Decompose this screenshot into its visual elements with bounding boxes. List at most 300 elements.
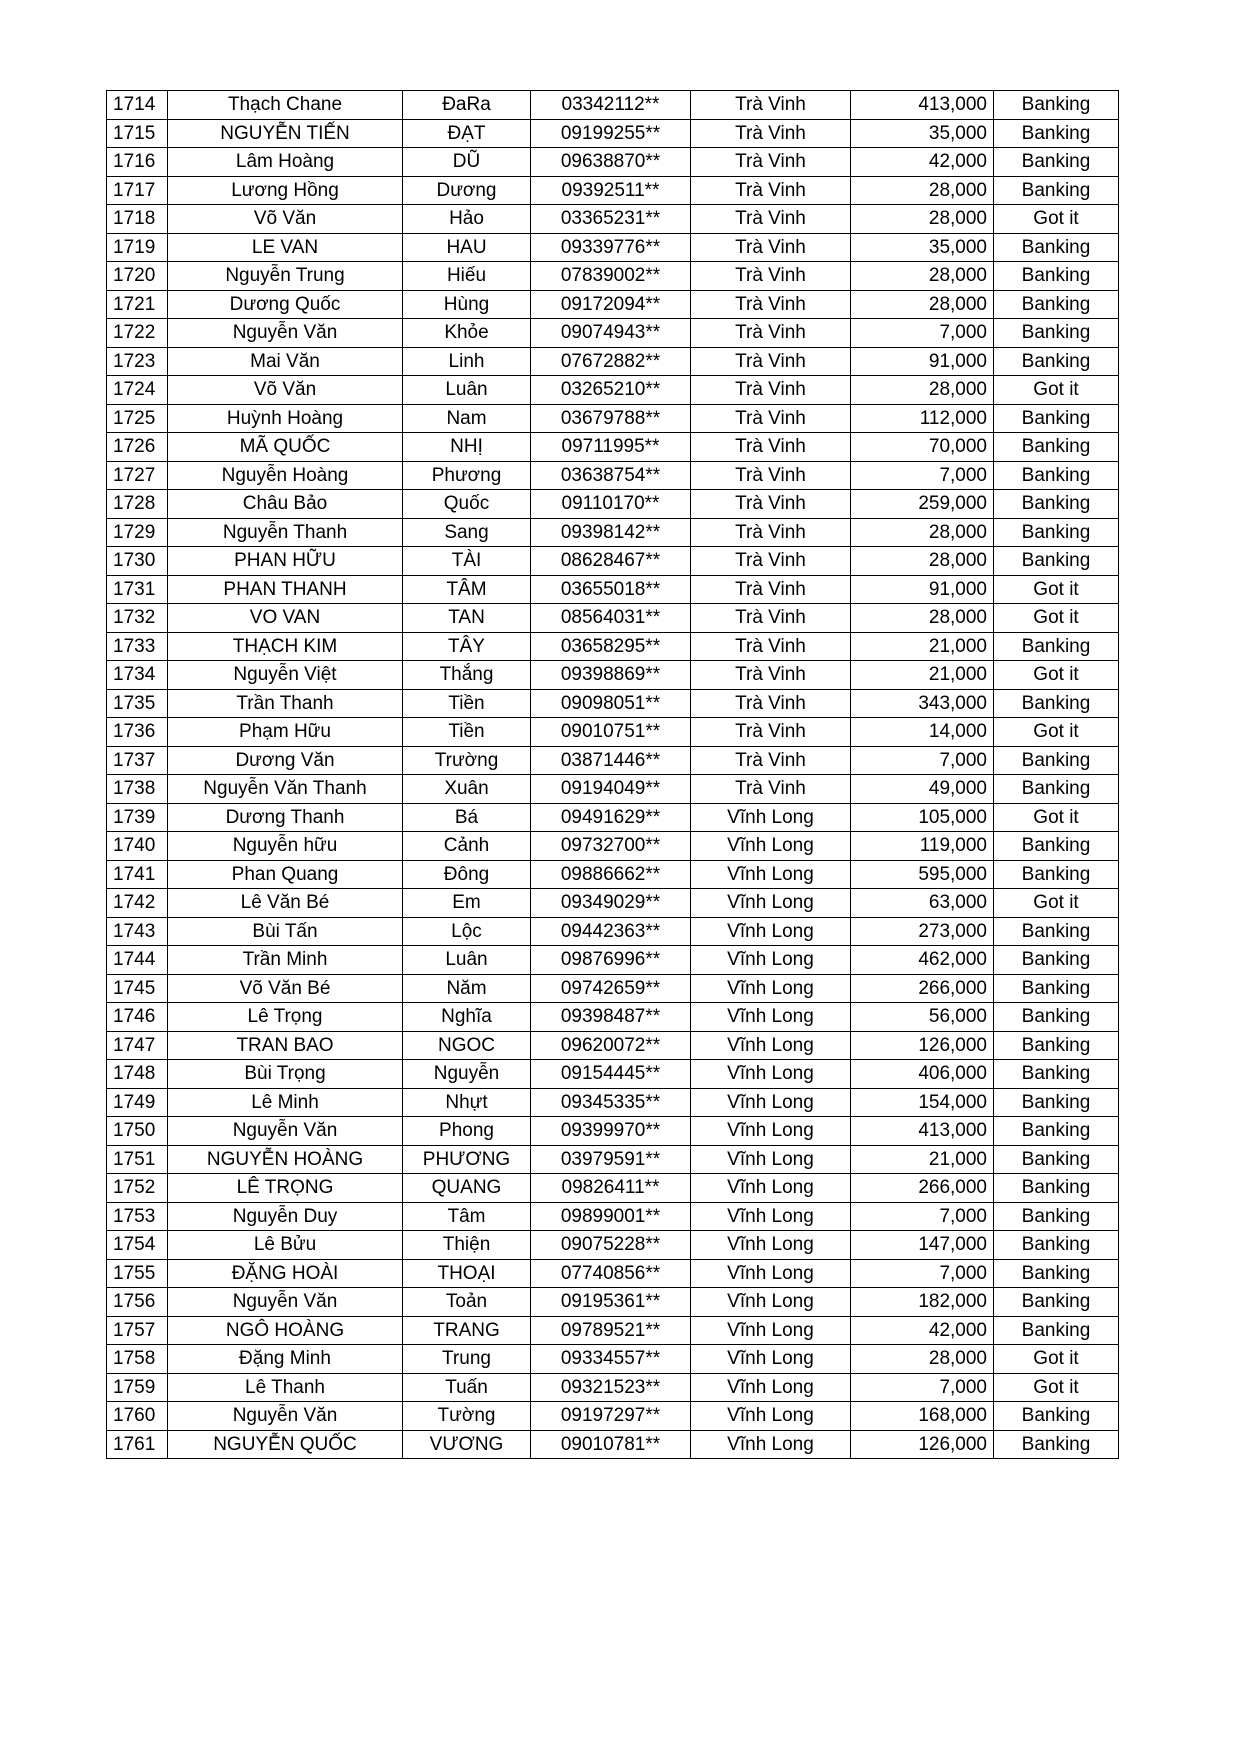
- table-row: [107, 1316, 1119, 1345]
- row-number-cell: 1732: [107, 604, 168, 633]
- first-name-cell: TRANG: [403, 1316, 531, 1345]
- first-name-cell: DŨ: [403, 148, 531, 177]
- first-name-cell: Sang: [403, 518, 531, 547]
- table-row: [107, 1231, 1119, 1260]
- payment-method-cell: Banking: [994, 1088, 1119, 1117]
- table-row: [107, 1288, 1119, 1317]
- last-name-cell: Mai Văn: [168, 347, 403, 376]
- table-row: [107, 91, 1119, 120]
- amount-cell: 28,000: [851, 518, 994, 547]
- province-cell: Trà Vinh: [691, 632, 851, 661]
- province-cell: Trà Vinh: [691, 604, 851, 633]
- table-row: [107, 290, 1119, 319]
- row-number-cell: 1755: [107, 1259, 168, 1288]
- table-row: [107, 689, 1119, 718]
- last-name-cell: Võ Văn: [168, 376, 403, 405]
- payment-method-cell: Banking: [994, 148, 1119, 177]
- row-number-cell: 1722: [107, 319, 168, 348]
- first-name-cell: Linh: [403, 347, 531, 376]
- province-cell: Vĩnh Long: [691, 803, 851, 832]
- first-name-cell: Năm: [403, 974, 531, 1003]
- first-name-cell: PHƯƠNG: [403, 1145, 531, 1174]
- amount-cell: 105,000: [851, 803, 994, 832]
- row-number-cell: 1719: [107, 233, 168, 262]
- province-cell: Vĩnh Long: [691, 917, 851, 946]
- payment-method-cell: Banking: [994, 1003, 1119, 1032]
- first-name-cell: Bá: [403, 803, 531, 832]
- row-number-cell: 1742: [107, 889, 168, 918]
- province-cell: Trà Vinh: [691, 319, 851, 348]
- amount-cell: 413,000: [851, 91, 994, 120]
- amount-cell: 21,000: [851, 661, 994, 690]
- table-row: [107, 148, 1119, 177]
- row-number-cell: 1724: [107, 376, 168, 405]
- payment-method-cell: Banking: [994, 547, 1119, 576]
- last-name-cell: NGÔ HOÀNG: [168, 1316, 403, 1345]
- last-name-cell: Lê Trọng: [168, 1003, 403, 1032]
- row-number-cell: 1744: [107, 946, 168, 975]
- last-name-cell: Lê Văn Bé: [168, 889, 403, 918]
- amount-cell: 413,000: [851, 1117, 994, 1146]
- province-cell: Trà Vinh: [691, 490, 851, 519]
- row-number-cell: 1731: [107, 575, 168, 604]
- amount-cell: 406,000: [851, 1060, 994, 1089]
- amount-cell: 168,000: [851, 1402, 994, 1431]
- table-row: [107, 1430, 1119, 1459]
- table-row: [107, 205, 1119, 234]
- payment-method-cell: Got it: [994, 803, 1119, 832]
- table-row: [107, 1402, 1119, 1431]
- phone-cell: 09398142**: [531, 518, 691, 547]
- payment-method-cell: Banking: [994, 917, 1119, 946]
- payment-method-cell: Banking: [994, 490, 1119, 519]
- province-cell: Vĩnh Long: [691, 1202, 851, 1231]
- last-name-cell: Nguyễn Duy: [168, 1202, 403, 1231]
- table-row: [107, 1373, 1119, 1402]
- row-number-cell: 1725: [107, 404, 168, 433]
- amount-cell: 259,000: [851, 490, 994, 519]
- amount-cell: 28,000: [851, 376, 994, 405]
- row-number-cell: 1751: [107, 1145, 168, 1174]
- table-row: [107, 917, 1119, 946]
- amount-cell: 126,000: [851, 1031, 994, 1060]
- table-row: [107, 974, 1119, 1003]
- province-cell: Vĩnh Long: [691, 1288, 851, 1317]
- phone-cell: 09334557**: [531, 1345, 691, 1374]
- row-number-cell: 1748: [107, 1060, 168, 1089]
- amount-cell: 126,000: [851, 1430, 994, 1459]
- amount-cell: 63,000: [851, 889, 994, 918]
- first-name-cell: ĐẠT: [403, 119, 531, 148]
- phone-cell: 09349029**: [531, 889, 691, 918]
- phone-cell: 09886662**: [531, 860, 691, 889]
- phone-cell: 09195361**: [531, 1288, 691, 1317]
- row-number-cell: 1752: [107, 1174, 168, 1203]
- payment-method-cell: Banking: [994, 1259, 1119, 1288]
- phone-cell: 09197297**: [531, 1402, 691, 1431]
- province-cell: Vĩnh Long: [691, 974, 851, 1003]
- row-number-cell: 1720: [107, 262, 168, 291]
- row-number-cell: 1757: [107, 1316, 168, 1345]
- phone-cell: 09194049**: [531, 775, 691, 804]
- phone-cell: 09339776**: [531, 233, 691, 262]
- last-name-cell: Lâm Hoàng: [168, 148, 403, 177]
- last-name-cell: Dương Văn: [168, 746, 403, 775]
- row-number-cell: 1758: [107, 1345, 168, 1374]
- payment-method-cell: Banking: [994, 1316, 1119, 1345]
- amount-cell: 7,000: [851, 1259, 994, 1288]
- province-cell: Trà Vinh: [691, 347, 851, 376]
- last-name-cell: Châu Bảo: [168, 490, 403, 519]
- table-row: [107, 946, 1119, 975]
- payment-method-cell: Banking: [994, 1145, 1119, 1174]
- phone-cell: 09321523**: [531, 1373, 691, 1402]
- last-name-cell: PHAN HỮU: [168, 547, 403, 576]
- payment-method-cell: Got it: [994, 718, 1119, 747]
- payment-method-cell: Banking: [994, 1060, 1119, 1089]
- first-name-cell: TÂY: [403, 632, 531, 661]
- payment-method-cell: Banking: [994, 290, 1119, 319]
- payment-method-cell: Banking: [994, 461, 1119, 490]
- payment-method-cell: Banking: [994, 176, 1119, 205]
- payment-method-cell: Got it: [994, 1345, 1119, 1374]
- last-name-cell: Nguyễn Văn: [168, 319, 403, 348]
- first-name-cell: Phương: [403, 461, 531, 490]
- phone-cell: 09732700**: [531, 832, 691, 861]
- first-name-cell: Hiếu: [403, 262, 531, 291]
- payment-method-cell: Banking: [994, 319, 1119, 348]
- province-cell: Trà Vinh: [691, 233, 851, 262]
- row-number-cell: 1747: [107, 1031, 168, 1060]
- first-name-cell: Xuân: [403, 775, 531, 804]
- row-number-cell: 1750: [107, 1117, 168, 1146]
- amount-cell: 28,000: [851, 604, 994, 633]
- table-row: [107, 461, 1119, 490]
- last-name-cell: LÊ TRỌNG: [168, 1174, 403, 1203]
- phone-cell: 09491629**: [531, 803, 691, 832]
- row-number-cell: 1738: [107, 775, 168, 804]
- payment-method-cell: Got it: [994, 376, 1119, 405]
- table-row: [107, 1088, 1119, 1117]
- row-number-cell: 1761: [107, 1430, 168, 1459]
- phone-cell: 03679788**: [531, 404, 691, 433]
- first-name-cell: Toản: [403, 1288, 531, 1317]
- province-cell: Vĩnh Long: [691, 1231, 851, 1260]
- table-row: [107, 119, 1119, 148]
- phone-cell: 09010751**: [531, 718, 691, 747]
- table-row: [107, 547, 1119, 576]
- table-row: [107, 632, 1119, 661]
- amount-cell: 35,000: [851, 233, 994, 262]
- phone-cell: 09075228**: [531, 1231, 691, 1260]
- phone-cell: 07740856**: [531, 1259, 691, 1288]
- first-name-cell: ĐaRa: [403, 91, 531, 120]
- row-number-cell: 1739: [107, 803, 168, 832]
- payment-method-cell: Banking: [994, 1288, 1119, 1317]
- row-number-cell: 1716: [107, 148, 168, 177]
- amount-cell: 147,000: [851, 1231, 994, 1260]
- row-number-cell: 1734: [107, 661, 168, 690]
- phone-cell: 08628467**: [531, 547, 691, 576]
- first-name-cell: Trung: [403, 1345, 531, 1374]
- first-name-cell: Tiền: [403, 689, 531, 718]
- payment-method-cell: Banking: [994, 832, 1119, 861]
- first-name-cell: Dương: [403, 176, 531, 205]
- first-name-cell: HAU: [403, 233, 531, 262]
- province-cell: Vĩnh Long: [691, 1259, 851, 1288]
- table-row: [107, 775, 1119, 804]
- province-cell: Vĩnh Long: [691, 1373, 851, 1402]
- last-name-cell: PHAN THANH: [168, 575, 403, 604]
- last-name-cell: Nguyễn Thanh: [168, 518, 403, 547]
- row-number-cell: 1714: [107, 91, 168, 120]
- row-number-cell: 1743: [107, 917, 168, 946]
- payment-method-cell: Banking: [994, 860, 1119, 889]
- table-row: [107, 176, 1119, 205]
- table-row: [107, 604, 1119, 633]
- province-cell: Trà Vinh: [691, 518, 851, 547]
- last-name-cell: Nguyễn Văn Thanh: [168, 775, 403, 804]
- phone-cell: 09826411**: [531, 1174, 691, 1203]
- province-cell: Trà Vinh: [691, 290, 851, 319]
- first-name-cell: Nghĩa: [403, 1003, 531, 1032]
- payment-method-cell: Got it: [994, 205, 1119, 234]
- table-row: [107, 1117, 1119, 1146]
- payment-method-cell: Banking: [994, 1174, 1119, 1203]
- table-row: [107, 1060, 1119, 1089]
- first-name-cell: NHỊ: [403, 433, 531, 462]
- amount-cell: 7,000: [851, 1373, 994, 1402]
- amount-cell: 119,000: [851, 832, 994, 861]
- province-cell: Vĩnh Long: [691, 1031, 851, 1060]
- first-name-cell: Khỏe: [403, 319, 531, 348]
- first-name-cell: QUANG: [403, 1174, 531, 1203]
- amount-cell: 28,000: [851, 1345, 994, 1374]
- first-name-cell: THOẠI: [403, 1259, 531, 1288]
- phone-cell: 09711995**: [531, 433, 691, 462]
- last-name-cell: Nguyễn Trung: [168, 262, 403, 291]
- payment-method-cell: Got it: [994, 604, 1119, 633]
- payment-method-cell: Banking: [994, 1117, 1119, 1146]
- amount-cell: 91,000: [851, 575, 994, 604]
- last-name-cell: Nguyễn Việt: [168, 661, 403, 690]
- table-row: [107, 262, 1119, 291]
- table-row: [107, 832, 1119, 861]
- amount-cell: 28,000: [851, 176, 994, 205]
- row-number-cell: 1728: [107, 490, 168, 519]
- row-number-cell: 1733: [107, 632, 168, 661]
- table-row: [107, 889, 1119, 918]
- last-name-cell: Võ Văn Bé: [168, 974, 403, 1003]
- phone-cell: 09154445**: [531, 1060, 691, 1089]
- first-name-cell: Luân: [403, 376, 531, 405]
- province-cell: Vĩnh Long: [691, 889, 851, 918]
- payment-method-cell: Banking: [994, 404, 1119, 433]
- phone-cell: 09398869**: [531, 661, 691, 690]
- phone-cell: 09620072**: [531, 1031, 691, 1060]
- table-row: [107, 1174, 1119, 1203]
- phone-cell: 09199255**: [531, 119, 691, 148]
- province-cell: Trà Vinh: [691, 176, 851, 205]
- first-name-cell: Quốc: [403, 490, 531, 519]
- last-name-cell: Nguyễn Văn: [168, 1402, 403, 1431]
- row-number-cell: 1756: [107, 1288, 168, 1317]
- amount-cell: 42,000: [851, 1316, 994, 1345]
- first-name-cell: VƯƠNG: [403, 1430, 531, 1459]
- table-row: [107, 1145, 1119, 1174]
- row-number-cell: 1721: [107, 290, 168, 319]
- province-cell: Vĩnh Long: [691, 1430, 851, 1459]
- table-row: [107, 1003, 1119, 1032]
- phone-cell: 09172094**: [531, 290, 691, 319]
- first-name-cell: Cảnh: [403, 832, 531, 861]
- table-row: [107, 718, 1119, 747]
- province-cell: Vĩnh Long: [691, 1088, 851, 1117]
- amount-cell: 266,000: [851, 974, 994, 1003]
- first-name-cell: Tâm: [403, 1202, 531, 1231]
- row-number-cell: 1746: [107, 1003, 168, 1032]
- first-name-cell: Nhựt: [403, 1088, 531, 1117]
- amount-cell: 7,000: [851, 1202, 994, 1231]
- phone-cell: 09638870**: [531, 148, 691, 177]
- last-name-cell: NGUYỄN QUỐC: [168, 1430, 403, 1459]
- province-cell: Trà Vinh: [691, 661, 851, 690]
- row-number-cell: 1735: [107, 689, 168, 718]
- row-number-cell: 1737: [107, 746, 168, 775]
- row-number-cell: 1726: [107, 433, 168, 462]
- amount-cell: 112,000: [851, 404, 994, 433]
- province-cell: Trà Vinh: [691, 119, 851, 148]
- province-cell: Vĩnh Long: [691, 1316, 851, 1345]
- amount-cell: 182,000: [851, 1288, 994, 1317]
- payment-method-cell: Banking: [994, 1430, 1119, 1459]
- last-name-cell: MÃ QUỐC: [168, 433, 403, 462]
- last-name-cell: Võ Văn: [168, 205, 403, 234]
- last-name-cell: LE VAN: [168, 233, 403, 262]
- province-cell: Trà Vinh: [691, 575, 851, 604]
- first-name-cell: Tường: [403, 1402, 531, 1431]
- province-cell: Trà Vinh: [691, 461, 851, 490]
- payment-method-cell: Got it: [994, 1373, 1119, 1402]
- payment-method-cell: Banking: [994, 974, 1119, 1003]
- table-row: [107, 575, 1119, 604]
- payment-method-cell: Banking: [994, 518, 1119, 547]
- row-number-cell: 1736: [107, 718, 168, 747]
- table-row: [107, 319, 1119, 348]
- province-cell: Trà Vinh: [691, 433, 851, 462]
- amount-cell: 595,000: [851, 860, 994, 889]
- province-cell: Trà Vinh: [691, 718, 851, 747]
- province-cell: Trà Vinh: [691, 746, 851, 775]
- last-name-cell: Nguyễn Văn: [168, 1288, 403, 1317]
- phone-cell: 03342112**: [531, 91, 691, 120]
- first-name-cell: Tiền: [403, 718, 531, 747]
- payment-method-cell: Banking: [994, 746, 1119, 775]
- province-cell: Vĩnh Long: [691, 1174, 851, 1203]
- first-name-cell: TAN: [403, 604, 531, 633]
- phone-cell: 03365231**: [531, 205, 691, 234]
- table-row: [107, 347, 1119, 376]
- table-row: [107, 490, 1119, 519]
- last-name-cell: Nguyễn hữu: [168, 832, 403, 861]
- payment-method-cell: Banking: [994, 1031, 1119, 1060]
- last-name-cell: Huỳnh Hoàng: [168, 404, 403, 433]
- phone-cell: 09442363**: [531, 917, 691, 946]
- last-name-cell: Phan Quang: [168, 860, 403, 889]
- phone-cell: 03265210**: [531, 376, 691, 405]
- row-number-cell: 1718: [107, 205, 168, 234]
- province-cell: Trà Vinh: [691, 148, 851, 177]
- amount-cell: 21,000: [851, 632, 994, 661]
- row-number-cell: 1745: [107, 974, 168, 1003]
- payment-method-cell: Banking: [994, 91, 1119, 120]
- last-name-cell: Dương Thanh: [168, 803, 403, 832]
- phone-cell: 09789521**: [531, 1316, 691, 1345]
- amount-cell: 154,000: [851, 1088, 994, 1117]
- payment-method-cell: Banking: [994, 946, 1119, 975]
- last-name-cell: Thạch Chane: [168, 91, 403, 120]
- amount-cell: 28,000: [851, 547, 994, 576]
- payment-method-cell: Banking: [994, 347, 1119, 376]
- row-number-cell: 1723: [107, 347, 168, 376]
- payment-method-cell: Banking: [994, 1202, 1119, 1231]
- row-number-cell: 1740: [107, 832, 168, 861]
- last-name-cell: Nguyễn Văn: [168, 1117, 403, 1146]
- province-cell: Vĩnh Long: [691, 1402, 851, 1431]
- recipient-table: [106, 90, 1119, 1459]
- first-name-cell: NGOC: [403, 1031, 531, 1060]
- payment-method-cell: Banking: [994, 1231, 1119, 1260]
- table-row: [107, 1259, 1119, 1288]
- province-cell: Trà Vinh: [691, 404, 851, 433]
- province-cell: Trà Vinh: [691, 376, 851, 405]
- last-name-cell: TRAN BAO: [168, 1031, 403, 1060]
- first-name-cell: Nguyễn: [403, 1060, 531, 1089]
- province-cell: Vĩnh Long: [691, 860, 851, 889]
- province-cell: Trà Vinh: [691, 262, 851, 291]
- province-cell: Vĩnh Long: [691, 946, 851, 975]
- amount-cell: 28,000: [851, 262, 994, 291]
- last-name-cell: Dương Quốc: [168, 290, 403, 319]
- phone-cell: 09098051**: [531, 689, 691, 718]
- province-cell: Vĩnh Long: [691, 1345, 851, 1374]
- payment-method-cell: Banking: [994, 1402, 1119, 1431]
- province-cell: Trà Vinh: [691, 205, 851, 234]
- amount-cell: 273,000: [851, 917, 994, 946]
- table-row: [107, 1202, 1119, 1231]
- phone-cell: 09010781**: [531, 1430, 691, 1459]
- last-name-cell: Phạm Hữu: [168, 718, 403, 747]
- table-row: [107, 233, 1119, 262]
- phone-cell: 07839002**: [531, 262, 691, 291]
- last-name-cell: Nguyễn Hoàng: [168, 461, 403, 490]
- row-number-cell: 1741: [107, 860, 168, 889]
- table-row: [107, 404, 1119, 433]
- phone-cell: 09876996**: [531, 946, 691, 975]
- amount-cell: 28,000: [851, 290, 994, 319]
- first-name-cell: Hảo: [403, 205, 531, 234]
- phone-cell: 07672882**: [531, 347, 691, 376]
- amount-cell: 343,000: [851, 689, 994, 718]
- province-cell: Trà Vinh: [691, 775, 851, 804]
- phone-cell: 09398487**: [531, 1003, 691, 1032]
- payment-method-cell: Got it: [994, 889, 1119, 918]
- row-number-cell: 1760: [107, 1402, 168, 1431]
- table-row: [107, 661, 1119, 690]
- last-name-cell: Lê Thanh: [168, 1373, 403, 1402]
- first-name-cell: TÀI: [403, 547, 531, 576]
- table-row: [107, 518, 1119, 547]
